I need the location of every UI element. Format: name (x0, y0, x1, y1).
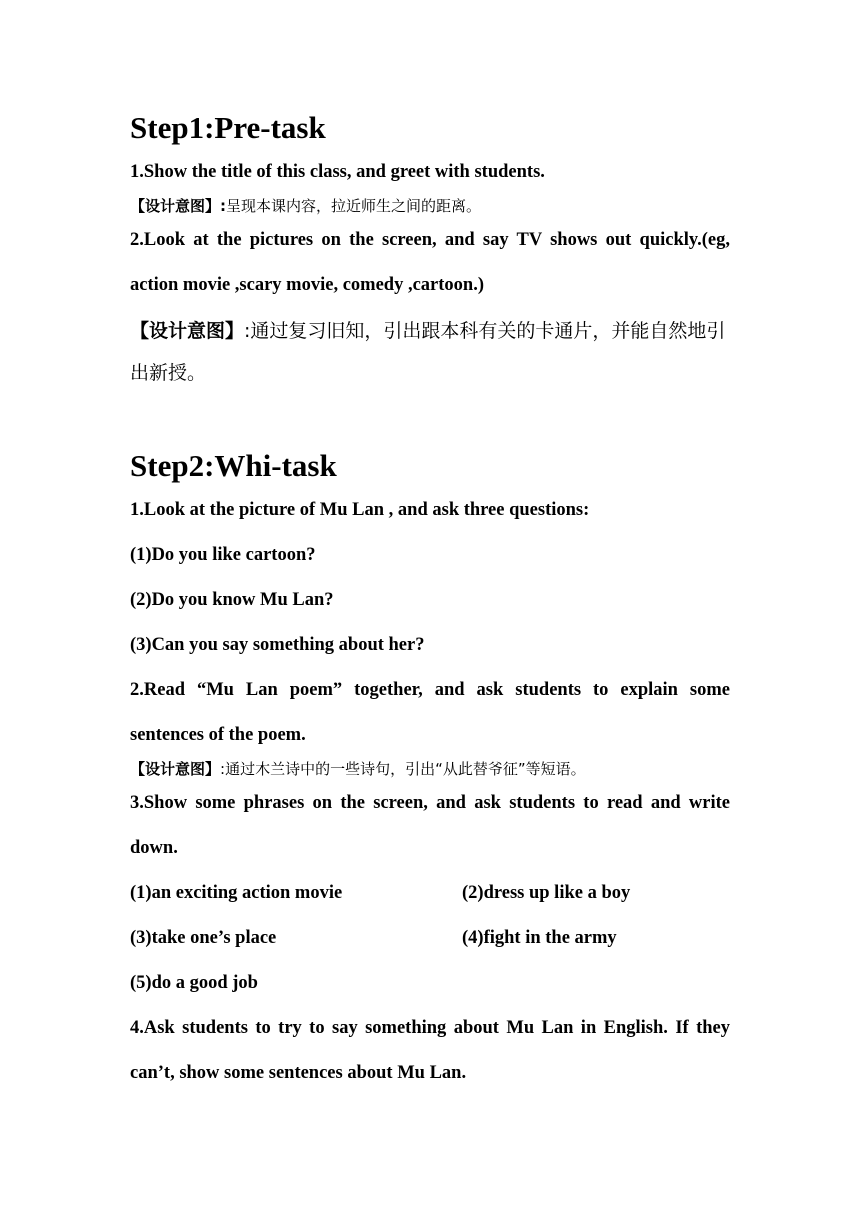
step2-question-3: (3)Can you say something about her? (130, 635, 425, 655)
step2-heading: Step2:Whi-task (130, 448, 337, 483)
phrase-5: (5)do a good job (130, 973, 258, 993)
phrase-3: (3)take one’s place (130, 928, 277, 948)
phrase-2: (2)dress up like a boy (462, 883, 631, 903)
step2-question-2: (2)Do you know Mu Lan? (130, 590, 334, 610)
step2-item-1: 1.Look at the picture of Mu Lan , and ask three questions: (130, 500, 590, 520)
step2-design-note (130, 759, 730, 779)
design-intent-text: :通过复习旧知，引出跟本科有关的卡通片，并能自然地引出新授。 (130, 320, 726, 384)
design-intent-label: 【设计意图】: (130, 197, 226, 215)
step2-item-4: 4.Ask students to try to say something about Mu Lan in English. If they can’t, show some sentences about Mu Lan. (130, 1018, 730, 1083)
design-intent-text: :通过木兰诗中的一些诗句，引出“从此替爷征”等短语。 (220, 760, 586, 778)
step1-design-note-1 (130, 196, 730, 216)
design-intent-label: 【设计意图】 (130, 760, 221, 778)
step1-item-2: 2.Look at the pictures on the screen, and say TV shows out quickly.(eg, action movie ,scary movie, comedy ,cartoon.) (130, 230, 730, 295)
phrase-1: (1)an exciting action movie (130, 883, 343, 903)
step1-heading: Step1:Pre-task (130, 110, 326, 145)
step1-item-1: 1.Show the title of this class, and greet with students. (130, 162, 545, 182)
design-intent-label: 【设计意图】 (130, 320, 245, 342)
step2-item-3: 3.Show some phrases on the screen, and ask students to read and write down. (130, 793, 730, 858)
phrase-4: (4)fight in the army (462, 928, 617, 948)
design-intent-text: 呈现本课内容，拉近师生之间的距离。 (226, 197, 482, 215)
step1-design-note-2 (130, 310, 730, 394)
step2-question-1: (1)Do you like cartoon? (130, 545, 316, 565)
step2-item-2: 2.Read “Mu Lan poem” together, and ask students to explain some sentences of the poem. (130, 680, 730, 745)
